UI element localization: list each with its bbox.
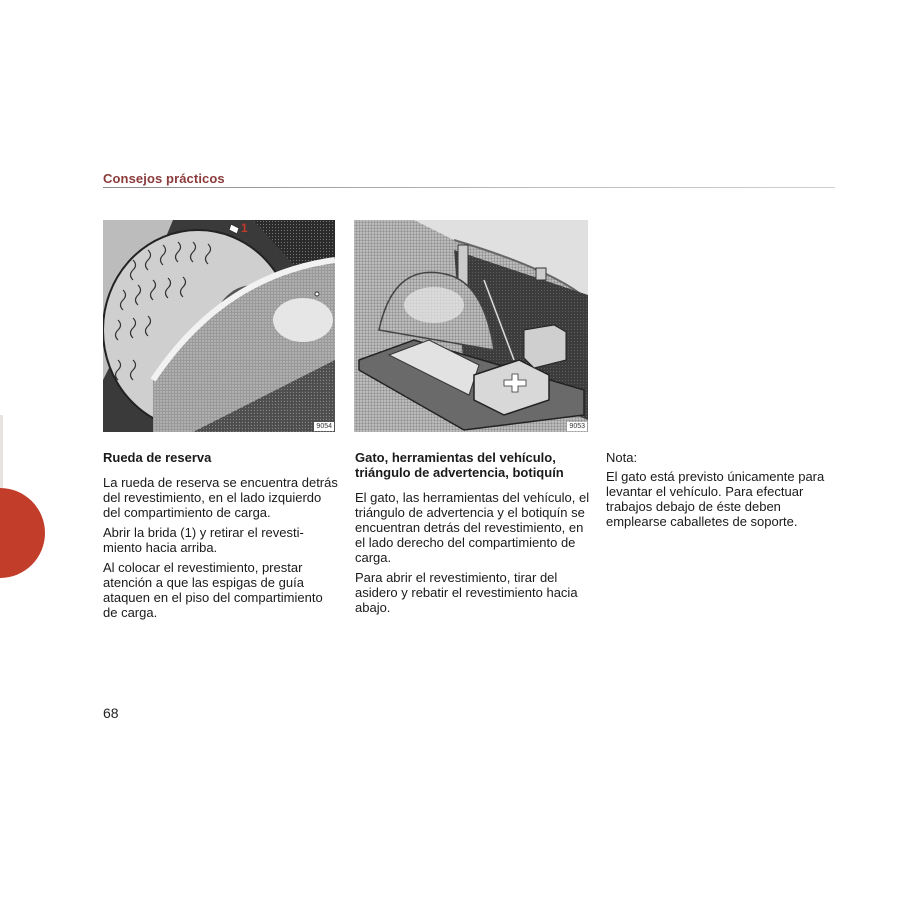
paragraph: El gato, las herramientas del vehículo, el triángulo de advertencia y el botiquín se encuentran detrás del revestimiento, en el lado derecho del compartimiento de carga. bbox=[355, 490, 590, 565]
note-heading: Nota: bbox=[606, 450, 638, 465]
column-spare-wheel bbox=[103, 450, 338, 625]
section-title: Consejos prácticos bbox=[103, 171, 225, 186]
figure-tools-compartment bbox=[354, 220, 588, 432]
figure-spare-wheel bbox=[103, 220, 335, 432]
tools-compartment-illustration bbox=[354, 220, 588, 432]
figure-id-label: 9053 bbox=[569, 423, 585, 430]
column-heading: Gato, herramientas del vehículo, triángulo de advertencia, botiquín bbox=[355, 450, 564, 480]
page-number: 68 bbox=[103, 705, 119, 721]
column-heading: Rueda de reserva bbox=[103, 450, 212, 465]
paragraph: Para abrir el revestimiento, tirar del asidero y rebatir el revestimiento hacia abajo. bbox=[355, 570, 578, 615]
paragraph: El gato está previsto únicamente para levantar el vehículo. Para efectuar trabajos debajo de éste deben emplearse caballetes de soporte. bbox=[606, 469, 825, 529]
paragraph: La rueda de reserva se encuentra detrás del revestimiento, en el lado izquierdo del compartimiento de carga. bbox=[103, 475, 338, 520]
column-jack-tools bbox=[355, 450, 590, 620]
page-edge-strip bbox=[0, 415, 3, 495]
column-note bbox=[606, 450, 841, 534]
thumb-index-tab bbox=[0, 488, 45, 578]
paragraph: Al colocar el revestimiento, prestar atención a que las espigas de guía ataquen en el piso del compartimiento de carga. bbox=[103, 560, 323, 620]
figure-id-label: 9054 bbox=[316, 423, 332, 430]
spare-wheel-illustration bbox=[103, 220, 335, 432]
header-divider bbox=[103, 187, 835, 188]
paragraph: Abrir la brida (1) y retirar el revestimiento hacia arriba. bbox=[103, 525, 304, 555]
section-header bbox=[103, 171, 835, 187]
callout-number: 1 bbox=[241, 221, 248, 235]
